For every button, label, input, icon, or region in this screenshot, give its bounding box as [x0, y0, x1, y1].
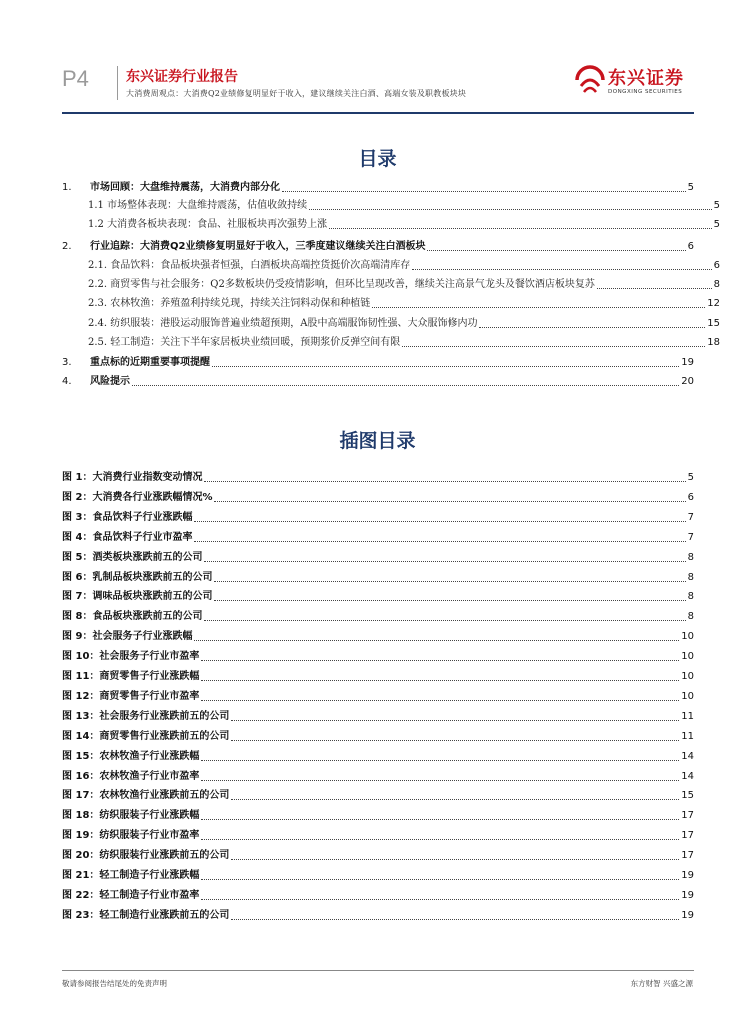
dot-leader: [201, 879, 679, 880]
dot-leader: [214, 501, 685, 502]
figure-entry[interactable]: [62, 511, 694, 525]
figure-entry-text: 图 19：纺织服装子行业市盈率: [62, 830, 200, 841]
figure-entry-page: 10: [681, 671, 694, 682]
figure-entry[interactable]: [62, 690, 694, 704]
toc-entry-text: 2.4. 纺织服装：港股运动服饰普遍业绩超预期，A股中高端服饰韧性强、大众服饰修内功: [88, 318, 478, 329]
toc-entry[interactable]: [62, 297, 720, 311]
toc-entry-page: 6: [713, 260, 720, 271]
toc-entry[interactable]: [62, 356, 694, 370]
toc-entry-number: 3.: [62, 357, 72, 368]
dot-leader: [231, 720, 679, 721]
toc-entry-text: 1.1 市场整体表现：大盘维持震荡，估值收敛持续: [88, 200, 308, 211]
figure-entry[interactable]: [62, 531, 694, 545]
dot-leader: [201, 700, 679, 701]
company-logo: [575, 64, 695, 104]
dot-leader: [231, 740, 679, 741]
toc-entry[interactable]: [62, 278, 720, 292]
figure-entry-text: 图 16：农林牧渔子行业市盈率: [62, 771, 200, 782]
figure-entry[interactable]: [62, 750, 694, 764]
footer-slogan: 东方财智 兴盛之源: [630, 979, 693, 988]
figure-entry-page: 19: [681, 890, 694, 901]
figure-entry[interactable]: [62, 710, 694, 724]
dot-leader: [201, 819, 679, 820]
figure-entry-text: 图 21：轻工制造子行业涨跌幅: [62, 870, 200, 881]
figure-entry-page: 10: [681, 631, 694, 642]
toc-entry-page: 12: [707, 298, 720, 309]
figure-entry-text: 图 15：农林牧渔子行业涨跌幅: [62, 751, 200, 762]
figure-entry-text: 图 2：大消费各行业涨跌幅情况%: [62, 492, 213, 503]
toc-entry-text: 1.2 大消费各板块表现：食品、社服板块再次强势上涨: [88, 219, 328, 230]
toc-entry[interactable]: [62, 259, 720, 273]
dongxing-logo-icon: [575, 64, 605, 98]
figure-entry-text: 图 9：社会服务子行业涨跌幅: [62, 631, 193, 642]
dot-leader: [214, 581, 685, 582]
toc-entry-page: 6: [687, 241, 694, 252]
figure-entry[interactable]: [62, 551, 694, 565]
figure-entry-page: 17: [681, 850, 694, 861]
figure-entry[interactable]: [62, 670, 694, 684]
figure-entry[interactable]: [62, 471, 694, 485]
figure-entry[interactable]: [62, 789, 694, 803]
toc-entry-text: 市场回顾：大盘维持震荡，大消费内部分化: [90, 182, 280, 193]
figure-entry-page: 8: [687, 552, 694, 563]
figure-entry-page: 8: [687, 611, 694, 622]
figure-entry-text: 图 8：食品板块涨跌前五的公司: [62, 611, 203, 622]
toc-entry[interactable]: [62, 218, 720, 232]
figure-entry-text: 图 10：社会服务子行业市盈率: [62, 651, 200, 662]
figure-entry[interactable]: [62, 650, 694, 664]
dot-leader: [231, 799, 679, 800]
figure-entry-text: 图 7：调味品板块涨跌前五的公司: [62, 591, 213, 602]
dot-leader: [201, 680, 679, 681]
toc-entry-number: 2.: [62, 241, 72, 252]
figure-entry-text: 图 4：食品饮料子行业市盈率: [62, 532, 193, 543]
figure-entry-text: 图 13：社会服务行业涨跌前五的公司: [62, 711, 230, 722]
figure-entry[interactable]: [62, 590, 694, 604]
dot-leader: [329, 228, 712, 229]
header-divider: [117, 66, 118, 100]
figure-entry[interactable]: [62, 889, 694, 903]
figure-entry-text: 图 17：农林牧渔行业涨跌前五的公司: [62, 790, 230, 801]
figure-entry-page: 7: [687, 512, 694, 523]
dot-leader: [402, 346, 705, 347]
toc-entry-page: 15: [707, 318, 720, 329]
figure-entry[interactable]: [62, 491, 694, 505]
figure-entry[interactable]: [62, 730, 694, 744]
report-subtitle: 大消费周观点：大消费Q2业绩修复明显好于收入，建议继续关注白酒、高端女装及职教板块块: [126, 89, 467, 98]
report-title: 东兴证券行业报告: [126, 69, 238, 85]
figure-entry-text: 图 6：乳制品板块涨跌前五的公司: [62, 572, 213, 583]
toc-entry[interactable]: [62, 317, 720, 331]
figure-entry-page: 5: [687, 472, 694, 483]
toc-entry[interactable]: [62, 240, 694, 254]
dot-leader: [231, 919, 679, 920]
figure-entry-page: 15: [681, 790, 694, 801]
toc-entry-text: 2.5. 轻工制造：关注下半年家居板块业绩回暖，预期浆价反弹空间有限: [88, 337, 401, 348]
footer-disclaimer: 敬请参阅报告结尾处的免责声明: [62, 979, 167, 988]
dot-leader: [231, 859, 679, 860]
toc-entry-text: 2.2. 商贸零售与社会服务：Q2多数板块仍受疫情影响，但环比呈现改善，继续关注高景气龙头及餐饮酒店板块复苏: [88, 279, 595, 290]
figure-entry-page: 19: [681, 870, 694, 881]
figure-entry-page: 19: [681, 910, 694, 921]
dot-leader: [479, 327, 705, 328]
toc-entry-page: 5: [713, 200, 720, 211]
toc-entry[interactable]: [62, 181, 694, 195]
figure-entry-page: 10: [681, 691, 694, 702]
figures-heading: 插图目录: [339, 430, 416, 452]
figure-entry-page: 17: [681, 810, 694, 821]
dot-leader: [212, 366, 679, 367]
figure-entry-text: 图 20：纺织服装行业涨跌前五的公司: [62, 850, 230, 861]
toc-entry[interactable]: [62, 199, 720, 213]
figure-entry-page: 10: [681, 651, 694, 662]
dot-leader: [309, 209, 712, 210]
toc-entry-page: 19: [681, 357, 694, 368]
figure-entry-page: 8: [687, 591, 694, 602]
figure-entry[interactable]: [62, 849, 694, 863]
toc-entry-text: 2.1. 食品饮料：食品板块强者恒强，白酒板块高端控货挺价次高端清库存: [88, 260, 411, 271]
toc-entry-page: 20: [681, 376, 694, 387]
figure-entry-text: 图 14：商贸零售行业涨跌前五的公司: [62, 731, 230, 742]
toc-entry[interactable]: [62, 375, 694, 389]
toc-entry-text: 行业追踪：大消费Q2业绩修复明显好于收入，三季度建议继续关注白酒板块: [90, 241, 426, 252]
dot-leader: [427, 250, 685, 251]
toc-entry-text: 2.3. 农林牧渔：养殖盈利持续兑现，持续关注饲料动保和种植链: [88, 298, 371, 309]
dot-leader: [201, 899, 679, 900]
toc-entry-text: 重点标的近期重要事项提醒: [90, 357, 210, 368]
toc-entry[interactable]: [62, 336, 720, 350]
dot-leader: [194, 640, 679, 641]
figure-entry[interactable]: [62, 571, 694, 585]
figure-entry-text: 图 3：食品饮料子行业涨跌幅: [62, 512, 193, 523]
figure-entry[interactable]: [62, 770, 694, 784]
dot-leader: [214, 600, 685, 601]
figure-entry-page: 6: [687, 492, 694, 503]
dot-leader: [132, 385, 679, 386]
logo-english-name: DONGXING SECURITIES: [608, 89, 683, 95]
figure-entry-page: 11: [681, 731, 694, 742]
figure-entry-text: 图 11：商贸零售子行业涨跌幅: [62, 671, 200, 682]
page-number: P4: [62, 66, 89, 91]
toc-entry-page: 18: [707, 337, 720, 348]
dot-leader: [204, 620, 685, 621]
dot-leader: [282, 191, 686, 192]
footer-rule: [62, 970, 694, 971]
figure-entry-page: 11: [681, 711, 694, 722]
figure-entry-text: 图 5：酒类板块涨跌前五的公司: [62, 552, 203, 563]
toc-entry-page: 8: [713, 279, 720, 290]
figure-entry[interactable]: [62, 909, 694, 923]
figure-entry[interactable]: [62, 869, 694, 883]
figure-entry-page: 8: [687, 572, 694, 583]
toc-entry-text: 风险提示: [90, 376, 130, 387]
toc-entry-page: 5: [687, 182, 694, 193]
dot-leader: [201, 660, 679, 661]
figure-entry-text: 图 22：轻工制造子行业市盈率: [62, 890, 200, 901]
dot-leader: [372, 307, 705, 308]
figure-entry[interactable]: [62, 630, 694, 644]
figure-entry[interactable]: [62, 809, 694, 823]
dot-leader: [597, 288, 712, 289]
toc-entry-number: 1.: [62, 182, 72, 193]
toc-entry-number: 4.: [62, 376, 72, 387]
figure-entry-text: 图 23：轻工制造行业涨跌前五的公司: [62, 910, 230, 921]
dot-leader: [201, 839, 679, 840]
figure-entry-text: 图 18：纺织服装子行业涨跌幅: [62, 810, 200, 821]
figure-entry-page: 17: [681, 830, 694, 841]
toc-heading: 目录: [358, 148, 397, 170]
figure-entry-text: 图 1：大消费行业指数变动情况: [62, 472, 203, 483]
logo-chinese-name: 东兴证券: [608, 68, 684, 89]
figure-entry[interactable]: [62, 829, 694, 843]
dot-leader: [194, 541, 685, 542]
dot-leader: [194, 521, 685, 522]
header-rule: [62, 112, 694, 114]
dot-leader: [204, 481, 685, 482]
figure-entry-text: 图 12：商贸零售子行业市盈率: [62, 691, 200, 702]
dot-leader: [412, 269, 711, 270]
dot-leader: [201, 760, 679, 761]
dot-leader: [201, 780, 679, 781]
toc-entry-page: 5: [713, 219, 720, 230]
figure-entry-page: 14: [681, 751, 694, 762]
figure-entry-page: 14: [681, 771, 694, 782]
dot-leader: [204, 561, 685, 562]
figure-entry[interactable]: [62, 610, 694, 624]
figure-entry-page: 7: [687, 532, 694, 543]
